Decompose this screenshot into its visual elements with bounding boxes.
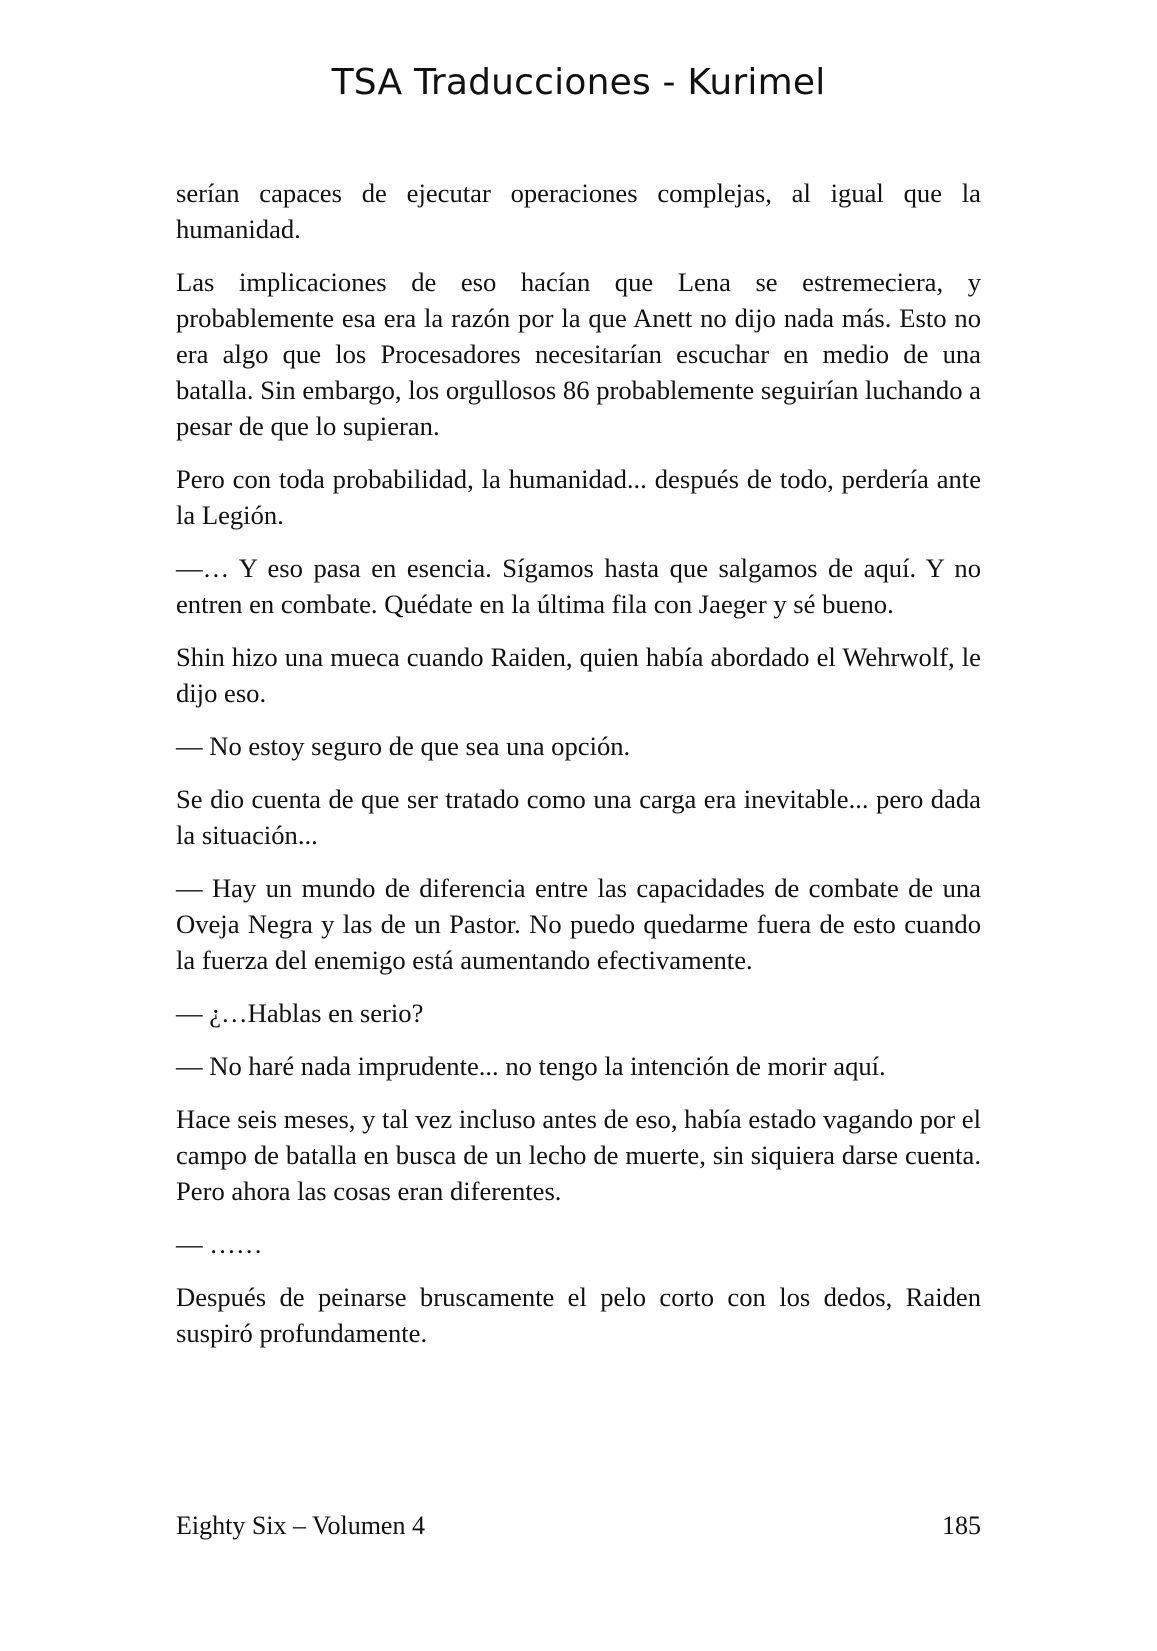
paragraph: Hace seis meses, y tal vez incluso antes de eso, había estado vagando por el campo de batalla en busca de un lecho de muerte, sin siquiera darse cuenta. Pero ahora las cosas eran diferentes. [176,1104,981,1206]
paragraph: — …… [176,1229,263,1259]
paragraph: — No haré nada imprudente... no tengo la intención de morir aquí. [176,1051,886,1081]
body-text [176,175,981,1368]
paragraph: Se dio cuenta de que ser tratado como una carga era inevitable... pero dada la situación... [176,784,981,850]
paragraph: serían capaces de ejecutar operaciones complejas, al igual que la humanidad. [176,178,981,244]
paragraph: — Hay un mundo de diferencia entre las capacidades de combate de una Oveja Negra y las de un Pastor. No puedo quedarme fuera de esto cuando la fuerza del enemigo está aumentando efectivamente. [176,873,981,975]
paragraph: —… Y eso pasa en esencia. Sígamos hasta que salgamos de aquí. Y no entren en combate. Quédate en la última fila con Jaeger y sé bueno. [176,553,981,619]
paragraph: Shin hizo una mueca cuando Raiden, quien había abordado el Wehrwolf, le dijo eso. [176,642,981,708]
page-number: 185 [942,1511,981,1540]
paragraph: Pero con toda probabilidad, la humanidad... después de todo, perdería ante la Legión. [176,464,981,530]
paragraph: Las implicaciones de eso hacían que Lena se estremeciera, y probablemente esa era la razón por la que Anett no dijo nada más. Esto no era algo que los Procesadores necesitarían escuchar en medio de una batalla. Sin embargo, los orgullosos 86 probablemente seguirían luchando a pesar de que lo supieran. [176,267,981,441]
paragraph: — ¿…Hablas en serio? [176,998,424,1028]
paragraph: Después de peinarse bruscamente el pelo corto con los dedos, Raiden suspiró profundamente. [176,1282,981,1348]
page-header-title: TSA Traducciones - Kurimel [331,62,826,103]
paragraph: — No estoy seguro de que sea una opción. [176,731,631,761]
page-footer [176,1509,981,1543]
footer-book-title: Eighty Six – Volumen 4 [176,1511,425,1540]
